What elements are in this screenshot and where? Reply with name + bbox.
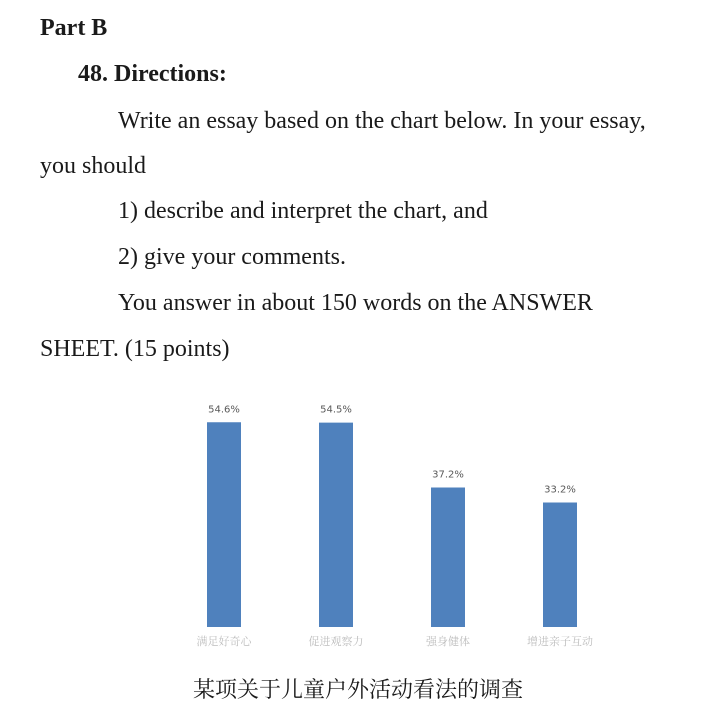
- word-limit-line-2: SHEET. (15 points): [40, 336, 230, 362]
- word-limit-line-1: You answer in about 150 words on the ANSWER: [118, 290, 593, 316]
- data-label-3: 37.2%: [432, 469, 464, 481]
- chart-caption: 某项关于儿童户外活动看法的调查: [192, 678, 523, 703]
- question-heading: 48. Directions:: [78, 61, 227, 87]
- category-label-4: 增进亲子互动: [527, 635, 593, 648]
- data-label-2: 54.5%: [320, 404, 352, 416]
- category-label-1: 满足好奇心: [196, 635, 252, 648]
- instruction-item-2: 2) give your comments.: [118, 244, 346, 270]
- bar-chart: [140, 372, 620, 672]
- directions-line-1: Write an essay based on the chart below. In your essay,: [118, 108, 646, 134]
- instruction-item-1: 1) describe and interpret the chart, and: [118, 198, 488, 224]
- data-label-1: 54.6%: [208, 404, 240, 416]
- bar-3: [431, 488, 465, 628]
- category-label-3: 强身健体: [426, 635, 470, 648]
- data-label-4: 33.2%: [544, 484, 576, 496]
- section-title: Part B: [40, 15, 108, 41]
- bar-2: [319, 423, 353, 627]
- bar-1: [207, 422, 241, 627]
- category-label-2: 促进观察力: [308, 635, 364, 648]
- directions-line-2: you should: [40, 153, 147, 179]
- bar-4: [543, 503, 577, 628]
